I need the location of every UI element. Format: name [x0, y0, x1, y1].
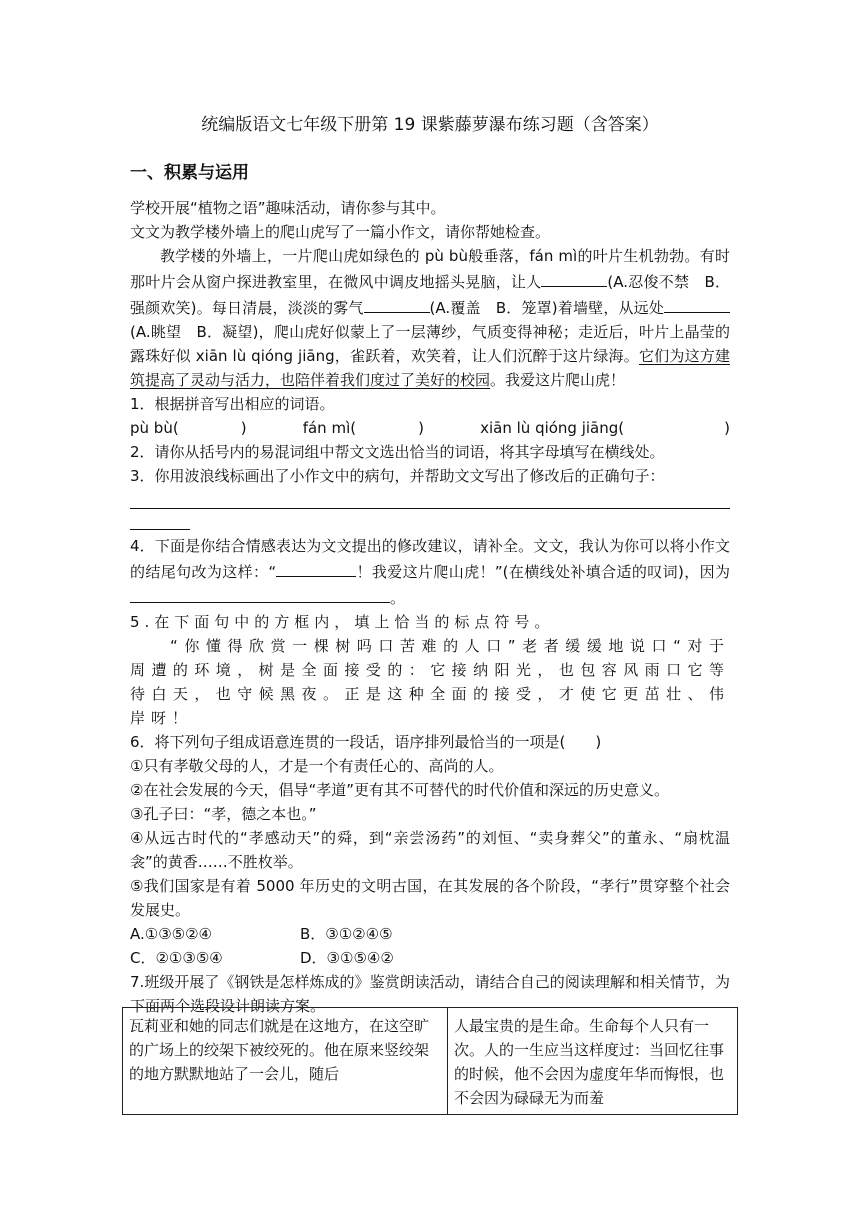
section-heading: 一、积累与运用: [130, 163, 249, 183]
option-c[interactable]: C．②①③⑤④: [130, 949, 223, 967]
q6-options-row-2: [130, 946, 730, 970]
question-6: 6．将下列句子组成语意连贯的一段话，语序排列最恰当的一项是( ): [130, 733, 602, 751]
question-2: 2．请你从括号内的易混词组中帮文文选出恰当的词语，将其字母填写在横线处。: [130, 443, 665, 461]
wavy-sentence: 它们为这方建筑提高了灵动与活力，也陪伴着我们度过了美好的校园: [130, 347, 730, 389]
q6-sentence-3: ③孔子曰：“孝，德之本也。”: [130, 805, 317, 823]
pinyin-label-3: xiān lù qióng jiāng(: [480, 419, 625, 437]
pinyin-item-fanmi: [303, 416, 424, 440]
q6-sentence-1: ①只有孝敬父母的人，才是一个有责任心的、高尚的人。: [130, 757, 504, 775]
pinyin-label-1: pù bù(: [130, 419, 179, 437]
q6-options-row-1: [130, 922, 730, 946]
question-4: [130, 534, 730, 610]
answer-line-3a[interactable]: [130, 488, 730, 509]
table-row: [123, 1008, 738, 1115]
pinyin-close-2: ): [418, 419, 424, 437]
pinyin-close-1: ): [240, 419, 247, 437]
question-4-part-b: ！我爱这片爬山虎！”(在横线处补填合适的叹词)，因为: [356, 563, 730, 581]
pinyin-item-pubu: [130, 416, 247, 440]
q6-sentence-5: ⑤我们国家是有着 5000 年历史的文明古国，在其发展的各个阶段，“孝行”贯穿整个社会发展史。: [130, 877, 730, 919]
answer-blank-3[interactable]: [664, 294, 730, 313]
answer-blank-4b[interactable]: [130, 584, 390, 603]
essay-part-6: 。我爱这片爬山虎！: [490, 371, 626, 389]
q6-sentence-2: ②在社会发展的今天，倡导“孝道”更有其不可替代的时代价值和深远的历史意义。: [130, 781, 669, 799]
passage-right-cell: 人最宝贵的是生命。生命每个人只有一次。人的一生应当这样度过：当回忆往事的时候，他不会因为虚度年华而悔恨，也不会因为碌碌无为而羞: [448, 1008, 738, 1115]
pinyin-answer-row: [130, 416, 730, 440]
question-3: 3．你用波浪线标画出了小作文中的病句，并帮助文文写出了修改后的正确句子：: [130, 467, 665, 485]
answer-blank-1[interactable]: [541, 268, 607, 287]
question-7: 7.班级开展了《钢铁是怎样炼成的》鉴赏朗读活动，请结合自己的阅读理解和相关情节，为下面两个选段设计朗读方案。: [130, 973, 730, 1015]
question-4-part-a: 4．下面是你结合情感表达为文文提出的修改建议，请补全。文文，我认为你可以将小作文的结尾句改为这样：“: [130, 537, 730, 581]
document-title: 统编版语文七年级下册第 19 课紫藤萝瀑布练习题（含答案）: [201, 115, 659, 135]
passage-left-cell: 瓦莉亚和她的同志们就是在这地方，在这空旷的广场上的绞架下被绞死的。他在原来竖绞架的地方默默地站了一会儿，随后: [123, 1008, 448, 1115]
intro-line-1: 学校开展“植物之语”趣味活动，请你参与其中。: [130, 199, 446, 217]
pinyin-close-3: ): [724, 419, 730, 437]
answer-line-3b[interactable]: [130, 509, 190, 530]
pinyin-item-xianlu: [480, 416, 730, 440]
essay-part-4: (A.眺望 B．凝望)，爬山虎好似蒙上了一层薄纱，气质变得神秘；走近后，叶片上晶莹的露珠好似 xiān lù qióng jiāng，雀跃着，欢笑着，让人们沉醉于这片绿海。: [130, 323, 730, 365]
q6-sentence-4: ④从远古时代的“孝感动天”的舜，到“亲尝汤药”的刘恒、“卖身葬父”的董永、“扇枕温衾”的黄香……不胜枚举。: [130, 829, 730, 871]
essay-part-1: 教学楼的外墙上，一片爬山虎如绿色的 pù bù般垂落，fán mì的叶片生机勃勃。有时那叶片会从窗户探进教室里，在微风中调皮地摇头晃脑，让人: [130, 247, 730, 291]
document-body: [130, 112, 730, 1018]
option-a[interactable]: A.①③⑤②④: [130, 925, 213, 943]
pinyin-label-2: fán mì(: [302, 419, 357, 437]
answer-blank-2[interactable]: [364, 294, 430, 313]
question-5: 5.在下面句中的方框内，填上恰当的标点符号。: [130, 613, 555, 631]
question-5-text: “你懂得欣赏一棵树吗口苦难的人口”老者缓缓地说口“对于周遭的环境，树是全面接受的：它接纳阳光，也包容风雨口它等待白天，也守候黑夜。正是这种全面的接受，才使它更茁壮、伟岸呀！: [130, 637, 730, 727]
essay-part-3: (A.覆盖 B．笼罩)着墙壁，从远处: [429, 299, 664, 317]
option-b[interactable]: B．③①②④⑤: [300, 925, 393, 943]
reading-passages-table: [122, 1007, 738, 1115]
essay-passage: [130, 244, 730, 392]
question-4-part-c: 。: [390, 589, 406, 607]
question-1: 1．根据拼音写出相应的词语。: [130, 395, 335, 413]
option-d[interactable]: D．③①⑤④②: [300, 949, 394, 967]
answer-blank-4a[interactable]: [276, 558, 356, 577]
intro-line-2: 文文为教学楼外墙上的爬山虎写了一篇小作文，请你帮她检查。: [130, 223, 551, 241]
essay-part-2: (A.忍俊不禁 B．强颜欢笑)。每日清晨，淡淡的雾气: [130, 273, 730, 317]
